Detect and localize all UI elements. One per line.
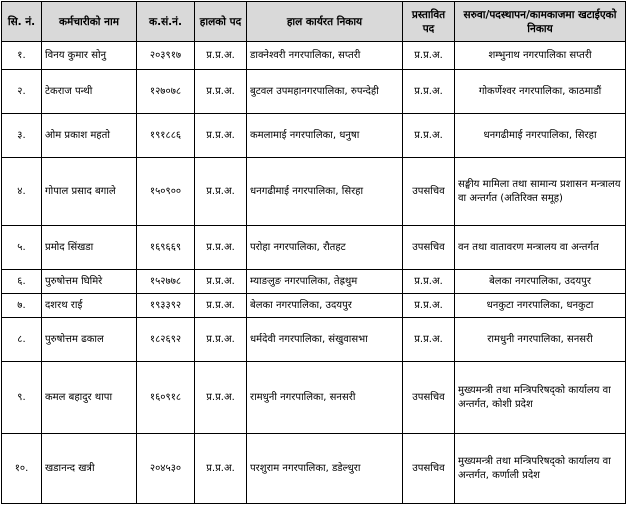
sn-cell: ७. xyxy=(2,294,42,318)
current-office-cell: परशुराम नगरपालिका, डडेल्धुरा xyxy=(247,434,403,504)
proposed-post-cell: उपसचिव xyxy=(403,158,455,226)
proposed-post-cell: प्र.प्र.अ. xyxy=(403,42,455,70)
table-row xyxy=(2,362,626,434)
name-cell: पुरुषोत्तम घिमिरे xyxy=(42,270,137,294)
table-row xyxy=(2,294,626,318)
header-proposed-post: प्रस्तावित पद xyxy=(403,2,455,42)
proposed-post-cell: प्र.प्र.अ. xyxy=(403,318,455,362)
current-office-cell: रामधुनी नगरपालिका, सनसरी xyxy=(247,362,403,434)
new-office-cell: गोकर्णेश्वर नगरपालिका, काठमाडौं xyxy=(455,70,626,114)
staff-no-cell: १६०९१८ xyxy=(137,362,195,434)
header-current-post: हालको पद xyxy=(195,2,247,42)
staff-no-cell: १२७०७८ xyxy=(137,70,195,114)
sn-cell: २. xyxy=(2,70,42,114)
new-office-cell: मुख्यमन्त्री तथा मन्त्रिपरिषद्को कार्यालय वा अन्तर्गत, कर्णाली प्रदेश xyxy=(455,434,626,504)
table-row xyxy=(2,114,626,158)
name-cell: टेकराज पन्थी xyxy=(42,70,137,114)
proposed-post-cell: उपसचिव xyxy=(403,434,455,504)
name-cell: प्रमोद सिंखडा xyxy=(42,226,137,270)
sn-cell: ६. xyxy=(2,270,42,294)
proposed-post-cell: प्र.प्र.अ. xyxy=(403,114,455,158)
table-row xyxy=(2,226,626,270)
sn-cell: ४. xyxy=(2,158,42,226)
new-office-cell: धनगढीमाई नगरपालिका, सिरहा xyxy=(455,114,626,158)
current-post-cell: प्र.प्र.अ. xyxy=(195,226,247,270)
name-cell: गोपाल प्रसाद बगाले xyxy=(42,158,137,226)
current-office-cell: धर्मदेवी नगरपालिका, संखुवासभा xyxy=(247,318,403,362)
table-row xyxy=(2,318,626,362)
staff-no-cell: १५०९०० xyxy=(137,158,195,226)
current-office-cell: बेलका नगरपालिका, उदयपुर xyxy=(247,294,403,318)
header-new-office: सरुवा/पदस्थापन/कामकाजमा खटाईएको निकाय xyxy=(455,2,626,42)
name-cell: पुरुषोत्तम ढकाल xyxy=(42,318,137,362)
current-post-cell: प्र.प्र.अ. xyxy=(195,294,247,318)
new-office-cell: मुख्यमन्त्री तथा मन्त्रिपरिषद्को कार्यालय वा अन्तर्गत, कोशी प्रदेश xyxy=(455,362,626,434)
current-post-cell: प्र.प्र.अ. xyxy=(195,114,247,158)
header-sn: सि. नं. xyxy=(2,2,42,42)
staff-no-cell: १५२७७८ xyxy=(137,270,195,294)
name-cell: कमल बहादुर थापा xyxy=(42,362,137,434)
new-office-cell: बेलका नगरपालिका, उदयपुर xyxy=(455,270,626,294)
current-post-cell: प्र.प्र.अ. xyxy=(195,158,247,226)
name-cell: विनय कुमार सोनु xyxy=(42,42,137,70)
staff-no-cell: १९१८८६ xyxy=(137,114,195,158)
proposed-post-cell: उपसचिव xyxy=(403,226,455,270)
proposed-post-cell: उपसचिव xyxy=(403,362,455,434)
staff-no-cell: २०३९१७ xyxy=(137,42,195,70)
sn-cell: ८. xyxy=(2,318,42,362)
current-office-cell: परोहा नगरपालिका, रौतहट xyxy=(247,226,403,270)
name-cell: दशरथ राई xyxy=(42,294,137,318)
current-office-cell: कमलामाई नगरपालिका, धनुषा xyxy=(247,114,403,158)
table-row xyxy=(2,42,626,70)
header-name: कर्मचारीको नाम xyxy=(42,2,137,42)
new-office-cell: वन तथा वातावरण मन्त्रालय वा अन्तर्गत xyxy=(455,226,626,270)
table-row xyxy=(2,434,626,504)
current-office-cell: धनगढीमाई नगरपालिका, सिरहा xyxy=(247,158,403,226)
current-office-cell: म्याङलुङ नगरपालिका, तेह्रथुम xyxy=(247,270,403,294)
proposed-post-cell: प्र.प्र.अ. xyxy=(403,270,455,294)
transfer-table xyxy=(1,1,626,504)
name-cell: ओम प्रकाश महतो xyxy=(42,114,137,158)
new-office-cell: रामधुनी नगरपालिका, सनसरी xyxy=(455,318,626,362)
current-office-cell: बुटवल उपमहानगरपालिका, रुपन्देही xyxy=(247,70,403,114)
table-row xyxy=(2,158,626,226)
staff-no-cell: २०४५३० xyxy=(137,434,195,504)
name-cell: खडानन्द खत्री xyxy=(42,434,137,504)
table-row xyxy=(2,270,626,294)
current-post-cell: प्र.प्र.अ. xyxy=(195,42,247,70)
current-office-cell: डाक्नेश्वरी नगरपालिका, सप्तरी xyxy=(247,42,403,70)
current-post-cell: प्र.प्र.अ. xyxy=(195,318,247,362)
current-post-cell: प्र.प्र.अ. xyxy=(195,362,247,434)
current-post-cell: प्र.प्र.अ. xyxy=(195,270,247,294)
sn-cell: ९. xyxy=(2,362,42,434)
new-office-cell: धनकुटा नगरपालिका, धनकुटा xyxy=(455,294,626,318)
header-row xyxy=(2,2,626,42)
table-row xyxy=(2,70,626,114)
current-post-cell: प्र.प्र.अ. xyxy=(195,70,247,114)
sn-cell: १०. xyxy=(2,434,42,504)
current-post-cell: प्र.प्र.अ. xyxy=(195,434,247,504)
staff-no-cell: १६९६६९ xyxy=(137,226,195,270)
header-current-office: हाल कार्यरत निकाय xyxy=(247,2,403,42)
staff-no-cell: १८२६९२ xyxy=(137,318,195,362)
header-staff-no: क.सं.नं. xyxy=(137,2,195,42)
sn-cell: १. xyxy=(2,42,42,70)
proposed-post-cell: प्र.प्र.अ. xyxy=(403,294,455,318)
sn-cell: ३. xyxy=(2,114,42,158)
new-office-cell: सङ्घीय मामिला तथा सामान्य प्रशासन मन्त्रालय वा अन्तर्गत (अतिरिक्त समूह) xyxy=(455,158,626,226)
staff-no-cell: १९३३९२ xyxy=(137,294,195,318)
proposed-post-cell: प्र.प्र.अ. xyxy=(403,70,455,114)
sn-cell: ५. xyxy=(2,226,42,270)
new-office-cell: शम्भुनाथ नगरपालिका सप्तरी xyxy=(455,42,626,70)
